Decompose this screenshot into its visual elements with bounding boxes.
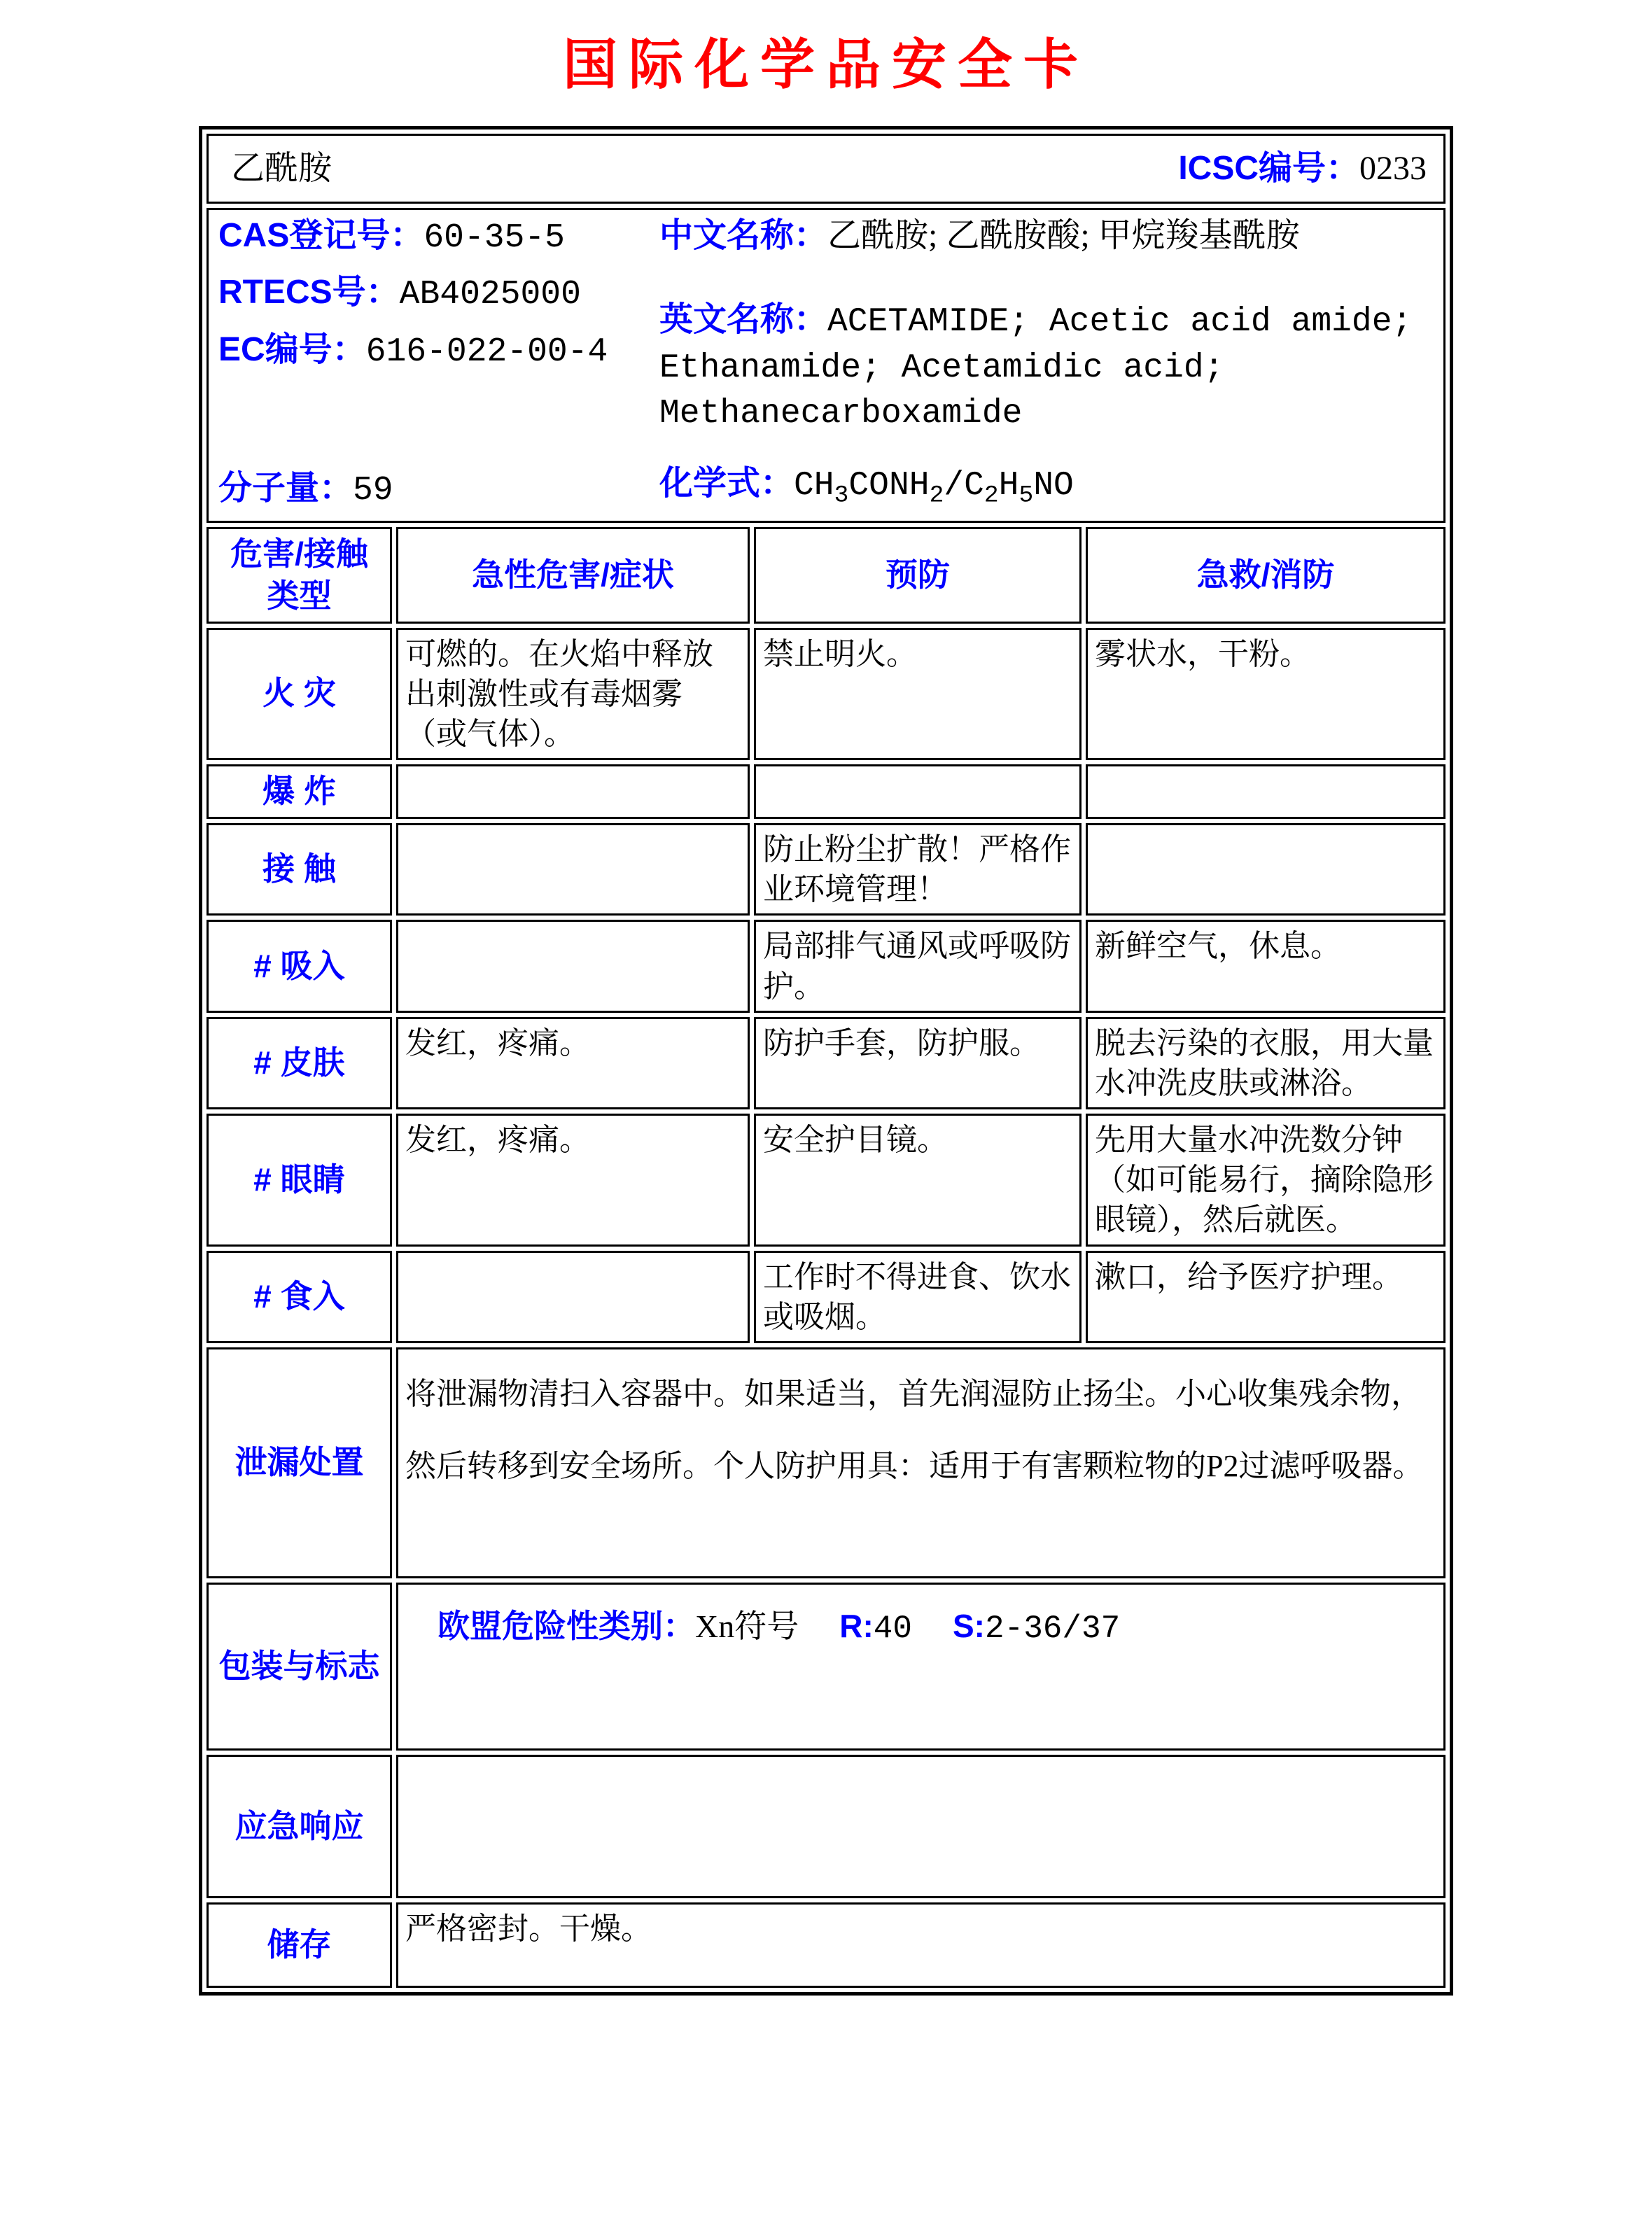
page-title: 国际化学品安全卡 (562, 34, 1089, 95)
storage-section-content: 严格密封。干燥。 (396, 1902, 1446, 1988)
fire-prevention-cell: 禁止明火。 (754, 628, 1082, 761)
skin-prevention-cell: 防护手套，防护服。 (754, 1017, 1082, 1109)
ingestion-response-cell: 漱口，给予医疗护理。 (1086, 1251, 1446, 1343)
fire-row-label: 火 灾 (206, 628, 392, 761)
identification-left-column (216, 214, 657, 515)
col-header-firstaid: 急救/消防 (1086, 527, 1446, 624)
exposure-response-cell (1086, 823, 1446, 916)
hazard-row-fire (206, 628, 1446, 761)
section-row-emergency (206, 1755, 1446, 1898)
hazard-row-ingestion (206, 1251, 1446, 1343)
identification-right-column (657, 214, 1436, 515)
section-row-spill (206, 1347, 1446, 1578)
rtecs-value: AB4025000 (399, 276, 581, 314)
eu-class-label: 欧盟危险性类别： (437, 1608, 695, 1645)
inhalation-row-label: # 吸入 (206, 920, 392, 1012)
skin-response-cell: 脱去污染的衣服，用大量水冲洗皮肤或淋浴。 (1086, 1017, 1446, 1109)
eyes-row-label: # 眼睛 (206, 1114, 392, 1247)
ingestion-prevention-cell: 工作时不得进食、饮水或吸烟。 (754, 1251, 1082, 1343)
r-phrase-label: R: (839, 1608, 874, 1645)
inhalation-symptoms-cell (396, 920, 750, 1012)
ingestion-symptoms-cell (396, 1251, 750, 1343)
card-header-row (206, 134, 1446, 204)
storage-section-label: 储存 (206, 1902, 392, 1988)
col-header-symptoms: 急性危害/症状 (396, 527, 750, 624)
exposure-symptoms-cell (396, 823, 750, 916)
hazard-row-explosion (206, 764, 1446, 819)
eyes-symptoms-cell: 发红，疼痛。 (396, 1114, 750, 1247)
identification-cell (206, 208, 1446, 523)
skin-symptoms-cell: 发红，疼痛。 (396, 1017, 750, 1109)
column-header-row (206, 527, 1446, 624)
eyes-response-cell: 先用大量水冲洗数分钟（如可能易行，摘除隐形眼镜），然后就医。 (1086, 1114, 1446, 1247)
cn-name-line (659, 214, 1436, 258)
rtecs-label: RTECS号： (218, 274, 400, 311)
en-name-label: 英文名称： (659, 301, 827, 339)
fire-response-cell: 雾状水，干粉。 (1086, 628, 1446, 761)
cas-line (218, 214, 657, 260)
section-row-storage (206, 1902, 1446, 1988)
fire-symptoms-cell: 可燃的。在火焰中释放出刺激性或有毒烟雾（或气体）。 (396, 628, 750, 761)
cas-label: CAS登记号： (218, 217, 424, 254)
hazard-row-skin (206, 1017, 1446, 1109)
col-header-hazard-type: 危害/接触类型 (206, 527, 392, 624)
r-phrase-value: 40 (873, 1611, 912, 1648)
ec-label: EC编号： (218, 330, 366, 368)
icsc-label: ICSC编号： (1178, 149, 1359, 187)
inhalation-response-cell: 新鲜空气，休息。 (1086, 920, 1446, 1012)
exposure-prevention-cell: 防止粉尘扩散！严格作业环境管理！ (754, 823, 1082, 916)
cn-name-label: 中文名称： (659, 217, 827, 254)
col-header-prevention: 预防 (754, 527, 1082, 624)
mol-weight-line (218, 467, 657, 512)
hazard-row-inhalation (206, 920, 1446, 1012)
icsc-number: 0233 (1359, 149, 1427, 187)
explosion-prevention-cell (754, 764, 1082, 819)
spill-section-label: 泄漏处置 (206, 1347, 392, 1578)
mol-weight-value: 59 (353, 471, 393, 510)
en-name-line (659, 298, 1436, 435)
cn-name-value: 乙酰胺; 乙酰胺酸; 甲烷羧基酰胺 (827, 217, 1300, 254)
skin-row-label: # 皮肤 (206, 1017, 392, 1109)
ec-line (218, 328, 657, 374)
rtecs-line (218, 271, 657, 316)
inhalation-prevention-cell: 局部排气通风或呼吸防护。 (754, 920, 1082, 1012)
hazard-row-eyes (206, 1114, 1446, 1247)
s-phrase-value: 2-36/37 (984, 1611, 1121, 1648)
emergency-section-label: 应急响应 (206, 1755, 392, 1898)
section-row-packaging (206, 1583, 1446, 1751)
packaging-section-label: 包装与标志 (206, 1583, 392, 1751)
substance-name: 乙酰胺 (230, 149, 332, 187)
spill-section-content: 将泄漏物清扫入容器中。如果适当，首先润湿防止扬尘。小心收集残余物，然后转移到安全场所。个人防护用具：适用于有害颗粒物的P2过滤呼吸器。 (396, 1347, 1446, 1578)
explosion-response-cell (1086, 764, 1446, 819)
explosion-row-label: 爆 炸 (206, 764, 392, 819)
ec-value: 616-022-00-4 (365, 332, 608, 371)
eu-class-value: Xn符号 (694, 1608, 799, 1645)
formula-line (659, 462, 1436, 512)
safety-card-table (199, 126, 1453, 1996)
identification-row (206, 208, 1446, 523)
cas-value: 60-35-5 (424, 219, 565, 257)
s-phrase-label: S: (952, 1608, 985, 1645)
en-name-value: ACETAMIDE; Acetic acid amide; Ethanamide; Acetamidic acid; Methanecarboxamide (659, 303, 1413, 433)
mol-weight-label: 分子量： (218, 469, 353, 507)
explosion-symptoms-cell (396, 764, 750, 819)
card-header-cell (206, 134, 1446, 204)
eyes-prevention-cell: 安全护目镜。 (754, 1114, 1082, 1247)
exposure-row-label: 接 触 (206, 823, 392, 916)
hazard-row-exposure (206, 823, 1446, 916)
emergency-section-content (396, 1755, 1446, 1898)
packaging-section-content (396, 1583, 1446, 1751)
ingestion-row-label: # 食入 (206, 1251, 392, 1343)
chemical-formula: $CH_3CONH_2/C_2H_5NO$ (794, 467, 1074, 510)
formula-label: 化学式： (659, 465, 794, 503)
